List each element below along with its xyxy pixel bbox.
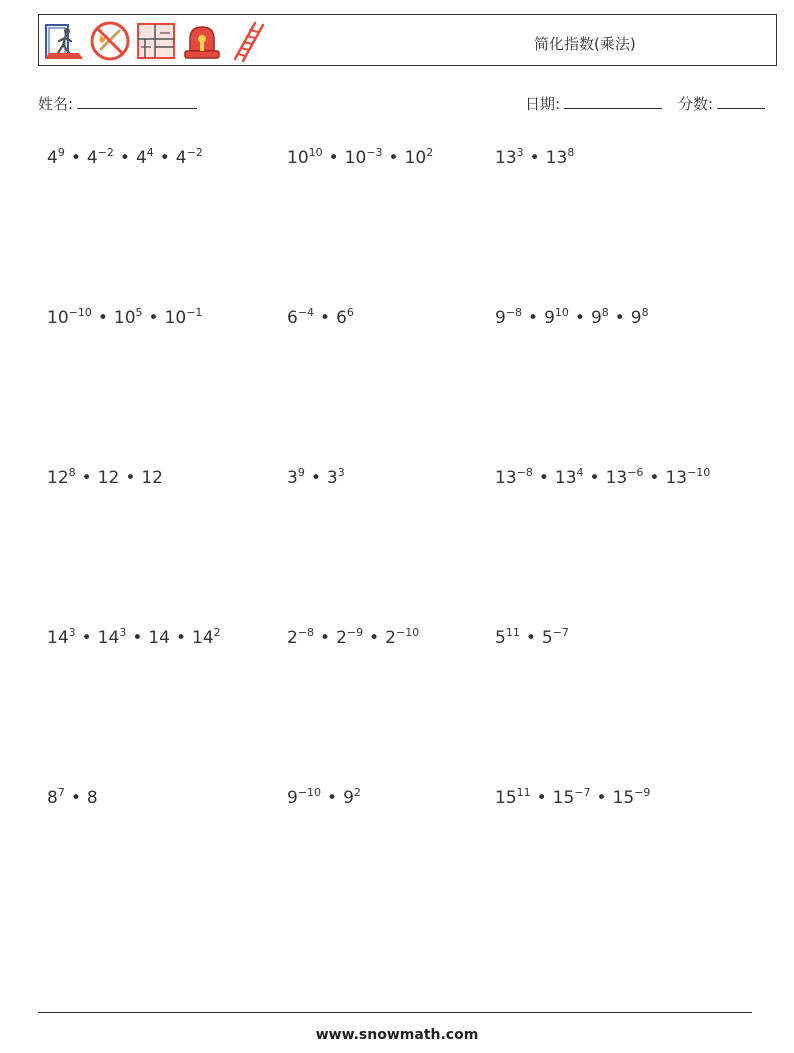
exponent: 9	[297, 466, 305, 479]
problem-expression	[495, 628, 569, 648]
multiply-operator: •	[328, 148, 339, 168]
base: 12	[47, 468, 69, 488]
multiply-operator: •	[538, 468, 549, 488]
base: 8	[86, 788, 98, 808]
no-fire-icon	[89, 19, 131, 63]
exponent: −6	[627, 466, 644, 479]
base: 13	[495, 468, 517, 488]
multiply-operator: •	[70, 788, 81, 808]
ladder-icon	[227, 19, 269, 63]
base: 6	[336, 308, 347, 328]
exponent: 3	[68, 626, 76, 639]
base: 13	[545, 148, 568, 168]
score-label: 分数:	[678, 95, 714, 113]
problem-expression	[47, 308, 202, 328]
score-blank[interactable]	[717, 96, 765, 109]
header-icons	[43, 19, 269, 63]
name-blank[interactable]	[77, 96, 197, 109]
multiply-operator: •	[70, 148, 81, 168]
exponent: 3	[516, 146, 524, 159]
exponent: 8	[567, 146, 575, 159]
base: 9	[287, 788, 298, 808]
base: 14	[192, 628, 214, 648]
problem-expression	[495, 468, 710, 488]
exponent: −10	[687, 466, 711, 479]
base: 8	[47, 788, 58, 808]
exponent: 2	[426, 146, 434, 159]
multiply-operator: •	[525, 628, 536, 648]
problem-expression	[287, 788, 361, 808]
base: 9	[544, 308, 555, 328]
exponent: −9	[634, 786, 651, 799]
multiply-operator: •	[589, 468, 600, 488]
multiply-operator: •	[148, 308, 159, 328]
exponent: −4	[297, 306, 315, 319]
problem-expression	[47, 788, 98, 808]
exponent: −7	[552, 626, 569, 639]
base: 14	[97, 628, 120, 648]
base: 4	[175, 148, 187, 168]
multiply-operator: •	[614, 308, 625, 328]
base: 13	[665, 468, 688, 488]
base: 2	[336, 628, 347, 648]
worksheet-header	[38, 14, 777, 66]
exponent: 3	[337, 466, 345, 479]
multiply-operator: •	[528, 308, 539, 328]
exponent: −7	[574, 786, 591, 799]
base: 9	[630, 308, 642, 328]
exponent: 8	[641, 306, 649, 319]
multiply-operator: •	[81, 468, 92, 488]
base: 2	[287, 628, 298, 648]
multiply-operator: •	[132, 628, 143, 648]
exponent: 8	[601, 306, 609, 319]
exponent: 8	[68, 466, 76, 479]
footer-url: www.snowmath.com	[315, 1027, 479, 1043]
exponent: 11	[505, 626, 520, 639]
date-label: 日期:	[525, 95, 561, 113]
exponent: −8	[516, 466, 533, 479]
base: 10	[404, 148, 427, 168]
base: 15	[612, 788, 635, 808]
base: 10	[113, 308, 136, 328]
exponent: 4	[576, 466, 584, 479]
date-blank[interactable]	[564, 96, 662, 109]
multiply-operator: •	[649, 468, 660, 488]
score-field	[678, 93, 765, 114]
problem-expression	[495, 148, 574, 168]
emergency-exit-icon	[43, 19, 85, 63]
multiply-operator: •	[388, 148, 399, 168]
multiply-operator: •	[574, 308, 585, 328]
exponent: −8	[505, 306, 523, 319]
multiply-operator: •	[327, 788, 338, 808]
base: 9	[343, 788, 354, 808]
name-field	[38, 93, 197, 114]
page-title: 简化指数(乘法)	[534, 35, 636, 53]
base: 4	[135, 148, 147, 168]
base: 14	[148, 628, 170, 648]
exponent: 2	[353, 786, 361, 799]
exponent: −9	[346, 626, 364, 639]
exponent: −2	[186, 146, 203, 159]
problem-expression	[495, 308, 649, 328]
exponent: 2	[213, 626, 221, 639]
multiply-operator: •	[125, 468, 136, 488]
base: 12	[141, 468, 163, 488]
multiply-operator: •	[310, 468, 321, 488]
base: 13	[605, 468, 628, 488]
multiply-operator: •	[369, 628, 380, 648]
base: 4	[86, 148, 98, 168]
exponent: −3	[366, 146, 383, 159]
multiply-operator: •	[529, 148, 540, 168]
exponent: −1	[186, 306, 203, 319]
exponent: −10	[68, 306, 92, 319]
date-field	[525, 93, 662, 114]
base: 5	[541, 628, 553, 648]
problem-expression	[287, 468, 345, 488]
multiply-operator: •	[320, 308, 331, 328]
base: 10	[47, 308, 69, 328]
multiply-operator: •	[320, 628, 331, 648]
base: 10	[344, 148, 367, 168]
multiply-operator: •	[81, 628, 92, 648]
base: 13	[554, 468, 577, 488]
base: 3	[287, 468, 298, 488]
problem-expression	[287, 308, 354, 328]
exponent: 4	[146, 146, 154, 159]
alarm-siren-icon	[181, 19, 223, 63]
exponent: 9	[57, 146, 65, 159]
base: 9	[495, 308, 506, 328]
base: 13	[495, 148, 517, 168]
base: 15	[495, 788, 517, 808]
problem-expression	[287, 628, 419, 648]
base: 14	[47, 628, 69, 648]
exponent: 11	[516, 786, 531, 799]
base: 12	[97, 468, 120, 488]
exponent: 6	[346, 306, 354, 319]
base: 9	[590, 308, 602, 328]
problem-expression	[287, 148, 433, 168]
floor-plan-icon	[135, 19, 177, 63]
footer-divider	[38, 1012, 752, 1013]
base: 10	[287, 148, 309, 168]
base: 2	[385, 628, 396, 648]
exponent: −10	[297, 786, 322, 799]
problem-expression	[495, 788, 650, 808]
multiply-operator: •	[119, 148, 130, 168]
problem-expression	[47, 468, 163, 488]
exponent: −10	[395, 626, 420, 639]
multiply-operator: •	[536, 788, 547, 808]
exponent: 10	[308, 146, 323, 159]
exponent: 10	[554, 306, 569, 319]
multiply-operator: •	[596, 788, 607, 808]
exponent: 7	[57, 786, 65, 799]
base: 5	[495, 628, 506, 648]
base: 6	[287, 308, 298, 328]
name-label: 姓名:	[38, 95, 74, 113]
exponent: 3	[119, 626, 127, 639]
base: 4	[47, 148, 58, 168]
base: 10	[164, 308, 187, 328]
multiply-operator: •	[97, 308, 108, 328]
problem-expression	[47, 148, 203, 168]
base: 3	[326, 468, 338, 488]
exponent: −2	[97, 146, 114, 159]
multiply-operator: •	[159, 148, 170, 168]
multiply-operator: •	[175, 628, 187, 648]
exponent: −8	[297, 626, 315, 639]
exponent: 5	[135, 306, 143, 319]
base: 15	[552, 788, 575, 808]
problem-expression	[47, 628, 221, 648]
